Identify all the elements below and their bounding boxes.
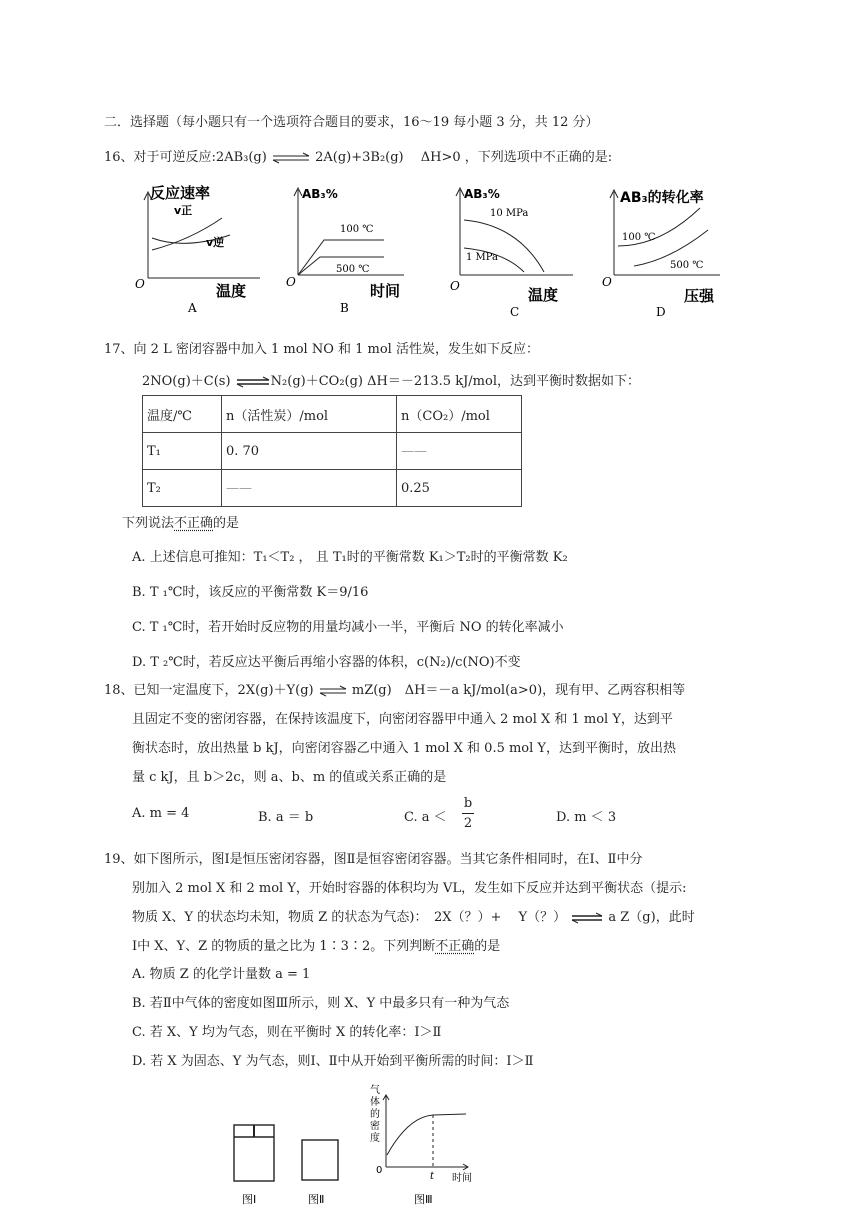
- q16-b-curve1: 100 ℃: [340, 224, 374, 235]
- container-with-piston-icon: [234, 1125, 274, 1181]
- q18-option-c: [404, 806, 447, 825]
- q18-option-c-pre: C. a ＜: [404, 810, 447, 825]
- q18-number: 18、: [104, 683, 134, 698]
- q19-line1-text: 如下图所示，图Ⅰ是恒压密闭容器，图Ⅱ是恒容密闭容器。当其它条件相同时，在Ⅰ、Ⅱ中分: [133, 852, 643, 867]
- q18-option-c-numerator: b: [463, 796, 473, 811]
- fraction-bar: [462, 813, 474, 814]
- table-cell: 0. 70: [222, 433, 397, 470]
- q19-line3: [132, 906, 695, 925]
- table-row: [143, 433, 522, 470]
- q16-c-curve1: 10 MPa: [490, 208, 529, 219]
- q18-line4: 量 c kJ，且 b＞2c，则 a、b、m 的值或关系正确的是: [132, 770, 447, 785]
- q17-option-d: D. T ₂℃时，若反应达平衡后再缩小容器的体积，c(N₂)/c(NO)不变: [132, 655, 521, 670]
- q16-c-curve2: 1 MPa: [466, 252, 499, 263]
- q18-line1: [104, 679, 685, 698]
- q19-option-b: B. 若Ⅱ中气体的密度如图Ⅲ所示，则 X、Y 中最多只有一种为气态: [132, 996, 510, 1011]
- q16-graph-a: [130, 180, 265, 319]
- q18-line1-a: 已知一定温度下，2X(g)＋Y(g): [133, 683, 314, 698]
- q19-option-c: C. 若 X、Y 均为气态，则在平衡时 X 的转化率：Ⅰ＞Ⅱ: [132, 1025, 442, 1040]
- q17-option-a: A. 上述信息可推知：T₁＜T₂ ， 且 T₁时的平衡常数 K₁＞T₂时的平衡常数 K₂: [132, 550, 568, 565]
- q19-graph-origin: 0: [376, 1165, 383, 1176]
- table-header-cell: n（CO₂）/mol: [397, 396, 522, 433]
- q16-stem-prefix: 对于可逆反应:2AB₃(g): [133, 150, 267, 165]
- q18-option-b: B. a ＝ b: [258, 810, 314, 825]
- q16-graph-d: [600, 180, 735, 319]
- q16-b-origin: O: [286, 275, 296, 289]
- q19-line4-pre: Ⅰ中 X、Y、Z 的物质的量之比为 1∶3∶2。下列判断: [132, 939, 436, 954]
- q16-graph-c: [448, 180, 583, 319]
- equilibrium-arrow-icon: [271, 152, 311, 164]
- q19-option-a: A. 物质 Z 的化学计量数 a = 1: [132, 967, 311, 982]
- q17-prompt-post: 的是: [213, 516, 240, 531]
- table-row: [143, 470, 522, 507]
- q18-option-c-denominator: 2: [463, 816, 473, 831]
- q19-graph-ylabel-3: 的: [370, 1109, 380, 1120]
- q19-line3-a: 物质 X、Y 的状态均未知，物质 Z 的状态为气态)： 2X（？）+ Y（？）: [132, 910, 567, 925]
- q19-density-graph: [383, 1095, 468, 1170]
- q17-number: 17、: [104, 342, 134, 357]
- q19-graph-ylabel-2: 体: [370, 1097, 380, 1108]
- q19-number: 19、: [104, 852, 134, 867]
- q19-graph-ylabel-1: 气: [370, 1085, 380, 1096]
- q16-a-letter: A: [188, 301, 197, 315]
- equilibrium-arrow-icon: [235, 376, 271, 388]
- q19-graph-ylabel-5: 度: [370, 1133, 380, 1144]
- table-cell: ——: [397, 433, 522, 470]
- q17-prompt-pre: 下列说法: [122, 516, 175, 531]
- q19-line4-emph: 不正确: [435, 939, 475, 954]
- q16-b-curve2: 500 ℃: [336, 264, 370, 275]
- q19-graph-xlabel: 时间: [452, 1173, 472, 1184]
- q19-line3-b: a Z（g)，此时: [608, 910, 695, 925]
- q16-d-xlabel: 压强: [684, 287, 715, 305]
- q19-fig2-label: 图Ⅱ: [308, 1193, 325, 1206]
- q18-option-d: D. m ＜ 3: [556, 810, 617, 825]
- q19-line1: [104, 848, 643, 867]
- q16-b-letter: B: [340, 301, 349, 315]
- q16-stem-suffix: 2A(g)+3B₂(g) ΔH>0 ，下列选项中不正确的是:: [315, 150, 613, 165]
- q19-line4: [132, 935, 500, 954]
- q17-stem-text: 向 2 L 密闭容器中加入 1 mol NO 和 1 mol 活性炭，发生如下反应：: [133, 342, 539, 357]
- q19-line2: 别加入 2 mol X 和 2 mol Y，开始时容器的体积均为 VL，发生如下反应并达到平衡状态（提示:: [132, 881, 687, 896]
- q16-a-xlabel: 温度: [216, 282, 247, 300]
- section-title: 二．选择题（每小题只有一个选项符合题目的要求，16～19 每小题 3 分，共 12 分）: [104, 115, 599, 130]
- q18-line3: 衡状态时，放出热量 b kJ，向密闭容器乙中通入 1 mol X 和 0.5 mol Y，达到平衡时，放出热: [132, 741, 677, 756]
- q16-d-ylabel: AB₃的转化率: [620, 190, 704, 206]
- q19-line4-post: 的是: [474, 939, 501, 954]
- q16-d-letter: D: [656, 305, 666, 319]
- q16-d-origin: O: [602, 275, 612, 289]
- q16-c-xlabel: 温度: [528, 286, 559, 304]
- q16-d-curve1: 100 ℃: [622, 232, 656, 243]
- q16-stem: [104, 146, 612, 165]
- q16-d-curve2: 500 ℃: [670, 260, 704, 271]
- q19-figures: [228, 1085, 488, 1214]
- q16-c-ylabel: AB₃%: [464, 187, 500, 201]
- q18-line2: 且固定不变的密闭容器，在保持该温度下，向密闭容器甲中通入 2 mol X 和 1 mol Y，达到平: [132, 712, 673, 727]
- q18-option-a: A. m = 4: [132, 806, 190, 821]
- q16-b-xlabel: 时间: [370, 282, 401, 300]
- q17-data-table: [142, 395, 522, 507]
- table-cell: ——: [222, 470, 397, 507]
- q19-fig3-label: 图Ⅲ: [414, 1193, 433, 1206]
- q16-a-origin: O: [135, 277, 145, 291]
- table-cell: T₁: [143, 433, 222, 470]
- q17-option-c: C. T ₁℃时，若开始时反应物的用量均减小一半，平衡后 NO 的转化率减小: [132, 620, 564, 635]
- q19-graph-t: t: [430, 1171, 435, 1182]
- q16-a-curve2: v逆: [206, 236, 225, 249]
- q16-graph-b: [284, 180, 419, 319]
- table-header-row: [143, 396, 522, 433]
- q18-line1-b: mZ(g) ΔH＝－a kJ/mol(a>0)，现有甲、乙两容积相等: [351, 683, 686, 698]
- q17-prompt: [122, 512, 239, 531]
- q16-c-letter: C: [510, 305, 520, 319]
- q16-b-ylabel: AB₃%: [302, 187, 338, 201]
- q17-reaction-left: 2NO(g)＋C(s): [142, 374, 231, 389]
- q19-fig1-label: 图Ⅰ: [242, 1193, 257, 1206]
- equilibrium-arrow-icon: [570, 912, 604, 924]
- q17-prompt-emph: 不正确: [174, 516, 214, 531]
- q17-reaction: [142, 370, 640, 389]
- q16-a-curve1: v正: [174, 204, 193, 217]
- q17-reaction-right: N₂(g)＋CO₂(g) ΔH＝－213.5 kJ/mol，达到平衡时数据如下：: [270, 374, 640, 389]
- equilibrium-arrow-icon: [318, 685, 348, 697]
- table-cell: T₂: [143, 470, 222, 507]
- q19-graph-ylabel-4: 密: [370, 1121, 380, 1132]
- q16-c-origin: O: [450, 279, 460, 293]
- q16-number: 16、: [104, 150, 134, 165]
- table-header-cell: 温度/℃: [143, 396, 222, 433]
- table-cell: 0.25: [397, 470, 522, 507]
- q19-option-d: D. 若 X 为固态、Y 为气态，则Ⅰ、Ⅱ中从开始到平衡所需的时间：Ⅰ＞Ⅱ: [132, 1054, 534, 1069]
- q18-option-c-fraction: [462, 796, 474, 831]
- q17-stem: [104, 338, 539, 357]
- q16-a-ylabel: 反应速率: [150, 184, 211, 202]
- q17-option-b: B. T ₁℃时，该反应的平衡常数 K＝9/16: [132, 585, 369, 600]
- table-header-cell: n（活性炭）/mol: [222, 396, 397, 433]
- container-icon: [302, 1140, 338, 1180]
